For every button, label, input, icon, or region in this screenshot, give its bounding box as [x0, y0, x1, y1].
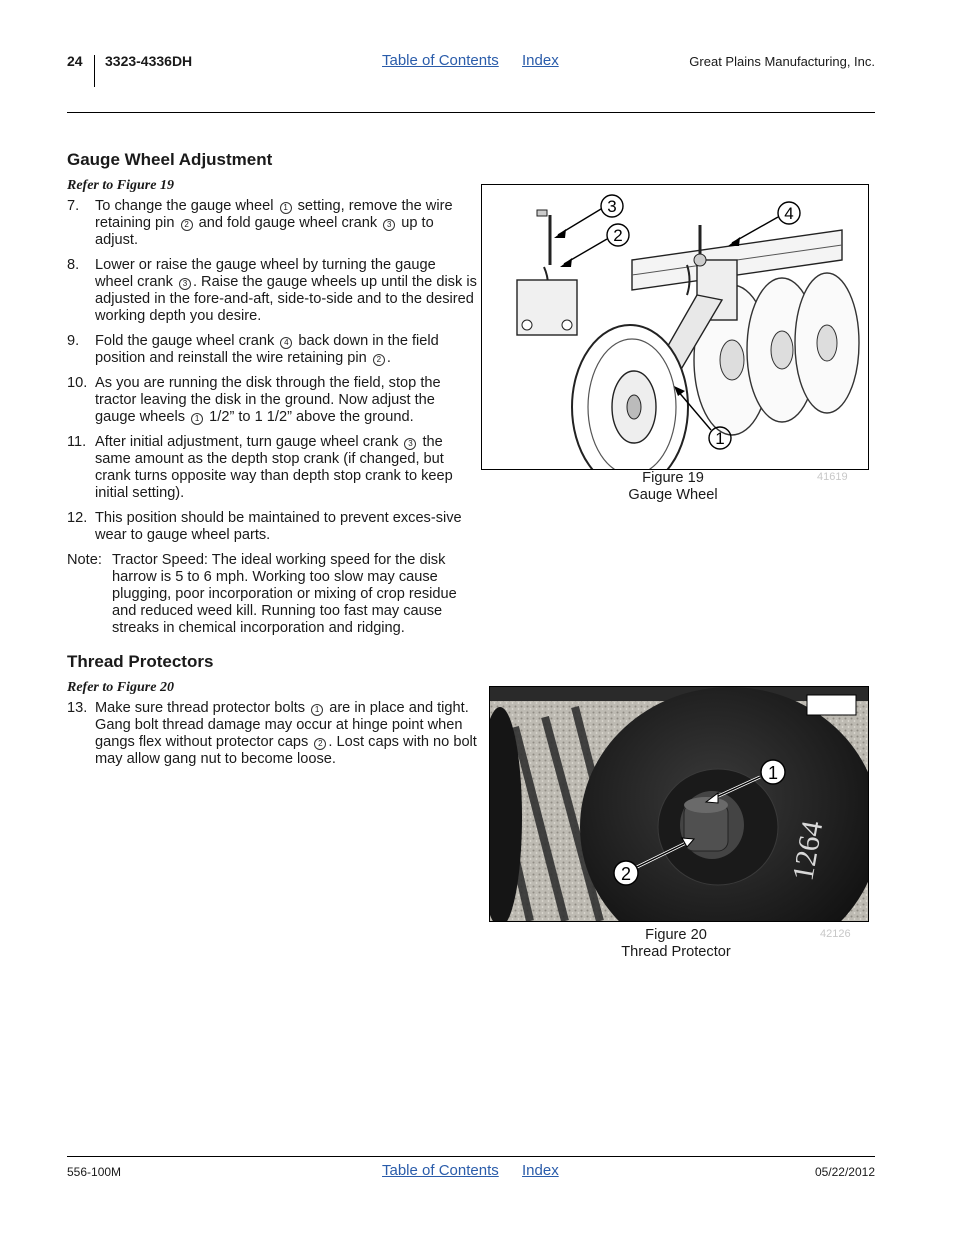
gauge-wheel-steps	[67, 198, 477, 637]
figure19-callout-2: 2	[613, 226, 623, 245]
figure19-callout-4: 4	[784, 204, 794, 223]
callout-icon: 3	[179, 278, 191, 290]
page-number: 24	[67, 53, 83, 69]
document-id: 3323-4336DH	[105, 53, 193, 69]
figure19-callout-1: 1	[715, 429, 725, 448]
figure19-callout-3: 3	[607, 197, 617, 216]
header-index-link[interactable]: Index	[522, 52, 559, 69]
step-9: 9. Fold the gauge wheel crank 4 back down in the field position and reinstall the wire retaining pin 2 .	[67, 333, 439, 366]
figure-reference: Refer to Figure 19	[67, 178, 174, 193]
callout-icon: 2	[181, 219, 193, 231]
step-8: 8. Lower or raise the gauge wheel by turning the gauge wheel crank 3 . Raise the gauge wheels up until the disk is adjusted in the fore-and-aft, side-to-side and to the desired working depth you desire.	[67, 257, 477, 324]
header-rule	[67, 112, 875, 113]
callout-icon: 3	[383, 219, 395, 231]
step-7: 7. To change the gauge wheel 1 setting, remove the wire retaining pin 2 and fold gauge wheel crank 3 up to adjust.	[67, 198, 453, 248]
callout-icon: 2	[373, 354, 385, 366]
figure-20-image	[489, 686, 869, 922]
callout-icon: 1	[280, 202, 292, 214]
figure-20-number: 42126	[820, 928, 851, 940]
step-10: 10. As you are running the disk through the field, stop the tractor leaving the disk in the ground. Now adjust the gauge wheels 1 1/2” to 1 1/2” above the ground.	[67, 375, 441, 425]
footer-index-link[interactable]: Index	[522, 1162, 559, 1179]
figure-19-image	[481, 184, 869, 470]
footer-rule	[67, 1156, 875, 1157]
callout-icon: 2	[314, 738, 326, 750]
figure-reference: Refer to Figure 20	[67, 680, 174, 695]
figure-19-caption: Figure 19 Gauge Wheel	[628, 470, 718, 503]
section-title-gauge-wheel: Gauge Wheel Adjustment	[67, 150, 273, 169]
thread-protector-steps	[67, 700, 477, 776]
footer-doc-code: 556-100M	[67, 1165, 122, 1179]
step-12: 12. This position should be maintained to prevent exces-sive wear to gauge wheel parts.	[67, 510, 462, 543]
footer-date: 05/22/2012	[814, 1165, 875, 1179]
header-divider	[94, 55, 95, 87]
callout-icon: 1	[191, 413, 203, 425]
footer-toc-link[interactable]: Table of Contents	[382, 1162, 499, 1179]
disk-marking: 1264	[786, 818, 830, 884]
step-11: 11. After initial adjustment, turn gauge wheel crank 3 the same amount as the depth stop crank (if changed, but crank turns opposite way than depth stop crank to keep initial setting).	[67, 434, 453, 501]
figure20-callout-2: 2	[620, 864, 632, 884]
callout-icon: 4	[280, 337, 292, 349]
header-toc-link[interactable]: Table of Contents	[382, 52, 499, 69]
callout-icon: 3	[404, 438, 416, 450]
callout-icon: 1	[311, 704, 323, 716]
section-title-thread-protectors: Thread Protectors	[67, 652, 214, 671]
figure-19-number: 41619	[817, 471, 848, 483]
figure20-callout-1: 1	[767, 763, 779, 783]
company-name: Great Plains Manufacturing, Inc.	[689, 54, 875, 69]
figure-20-caption: Figure 20 Thread Protector	[621, 927, 731, 960]
step-13: 13. Make sure thread protector bolts 1 are in place and tight. Gang bolt thread damage may occur at hinge point when gangs flex without protector caps 2 . Lost caps with no bolt may allow gang nut to become loose.	[67, 700, 477, 767]
tractor-speed-note: Note: Tractor Speed: The ideal working speed for the disk harrow is 5 to 6 mph. Working too slow may cause plugging, poor incorporation or mixing of crop residue and reduced weed kill. Running too fast may cause streaks in chemical incorporation and ridging.	[67, 552, 457, 636]
